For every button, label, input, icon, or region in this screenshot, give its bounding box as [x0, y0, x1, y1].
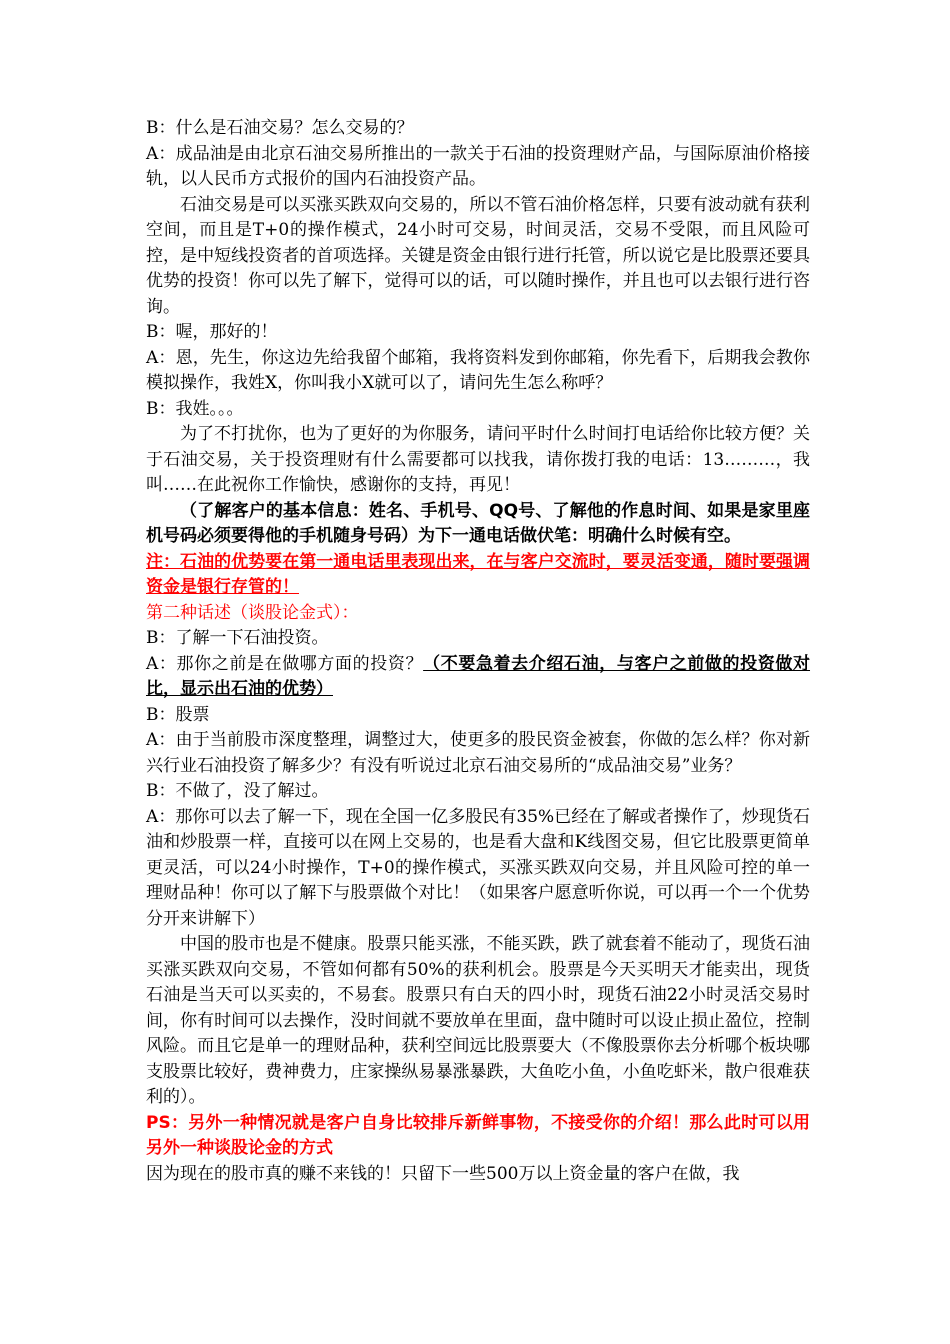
dialogue-a-previous-investment — [146, 652, 810, 703]
closing-paragraph: 为了不打扰你，也为了更好的为你服务，请问平时什么时间打电话给你比较方便？关于石油交易，关于投资理财有什么需要都可以找我，请你拨打我的电话：13………，我叫……在此祝你工作愉快，感谢你的支持，再见！ — [146, 424, 810, 495]
dialogue-a-question: A：那你之前是在做哪方面的投资？ — [146, 653, 424, 674]
dialogue-b-question: B：什么是石油交易？怎么交易的？ — [146, 118, 414, 138]
dialogue-b-learn: B：了解一下石油投资。 — [146, 628, 329, 648]
dialogue-a-email: A：恩，先生，你这边先给我留个邮箱，我将资料发到你邮箱，你先看下，后期我会教你模拟操作，我姓X，你叫我小X就可以了，请问先生怎么称呼？ — [146, 347, 810, 393]
dialogue-b-no: B：不做了，没了解过。 — [146, 781, 329, 801]
warning-note: 注：石油的优势要在第一通电话里表现出来，在与客户交流时，要灵活变通，随时要强调资金是银行存管的！ — [146, 551, 810, 597]
dialogue-a-answer: A：成品油是由北京石油交易所推出的一款关于石油的投资理财产品，与国际原油价格接轨，以人民币方式报价的国内石油投资产品。 — [146, 143, 810, 189]
customer-info-note: （了解客户的基本信息：姓名、手机号、QQ号、了解他的作息时间、如果是家里座机号码必须要得他的手机随身号码）为下一通电话做伏笔：明确什么时候有空。 — [146, 500, 810, 546]
stock-comparison-paragraph: 中国的股市也是不健康。股票只能买涨，不能买跌，跌了就套着不能动了，现货石油买涨买跌双向交易，不管如何都有50%的获利机会。股票是今天买明天才能卖出，现货石油是当天可以买卖的，不易套。股票只有白天的四小时，现货石油22小时灵活交易时间，你有时间可以去操作，没时间就不要放单在里面，盘中随时可以设止损止盈位，控制风险。而且它是单一的理财品种，获利空间远比股票要大（不像股票你去分析哪个板块哪支股票比较好，费神费力，庄家操纵易暴涨暴跌，大鱼吃小鱼，小鱼吃虾米，散户很难获利的）。 — [146, 934, 810, 1107]
dialogue-b-reply: B：喔，那好的！ — [146, 322, 278, 342]
section-heading-second-script: 第二种话述（谈股论金式）： — [146, 602, 359, 623]
ps-note: PS：另外一种情况就是客户自身比较排斥新鲜事物，不接受你的介绍！那么此时可以用另外一种谈股论金的方式 — [146, 1112, 810, 1158]
instruction-note: （不要急着去介绍石油，与客户之前做的投资做对比，显示出石油的优势） — [146, 653, 811, 699]
final-paragraph: 因为现在的股市真的赚不来钱的！只留下一些500万以上资金量的客户在做，我 — [146, 1163, 740, 1184]
dialogue-a-explain: A：那你可以去了解一下，现在全国一亿多股民有35%已经在了解或者操作了，炒现货石油和炒股票一样，直接可以在网上交易的，也是看大盘和K线图交易，但它比股票更简单更灵活，可以24小时操作，T+0的操作模式，买涨买跌双向交易，并且风险可控的单一理财品种！你可以了解下与股票做个对比！（如果客户愿意听你说，可以再一个一个优势分开来讲解下） — [146, 806, 810, 929]
dialogue-a-market: A：由于当前股市深度整理，调整过大，使更多的股民资金被套，你做的怎么样？你对新兴行业石油投资了解多少？有没有听说过北京石油交易所的“成品油交易”业务？ — [146, 730, 810, 776]
oil-trading-description: 石油交易是可以买涨买跌双向交易的，所以不管石油价格怎样，只要有波动就有获利空间，而且是T+0的操作模式，24小时可交易，时间灵活，交易不受限，而且风险可控，是中短线投资者的首项选择。关键是资金由银行进行托管，所以说它是比股票还要具优势的投资！你可以先了解下，觉得可以的话，可以随时操作，并且也可以去银行进行咨询。 — [146, 194, 810, 317]
dialogue-b-stocks: B：股票 — [146, 704, 210, 725]
dialogue-b-name: B：我姓。。。 — [146, 398, 244, 419]
